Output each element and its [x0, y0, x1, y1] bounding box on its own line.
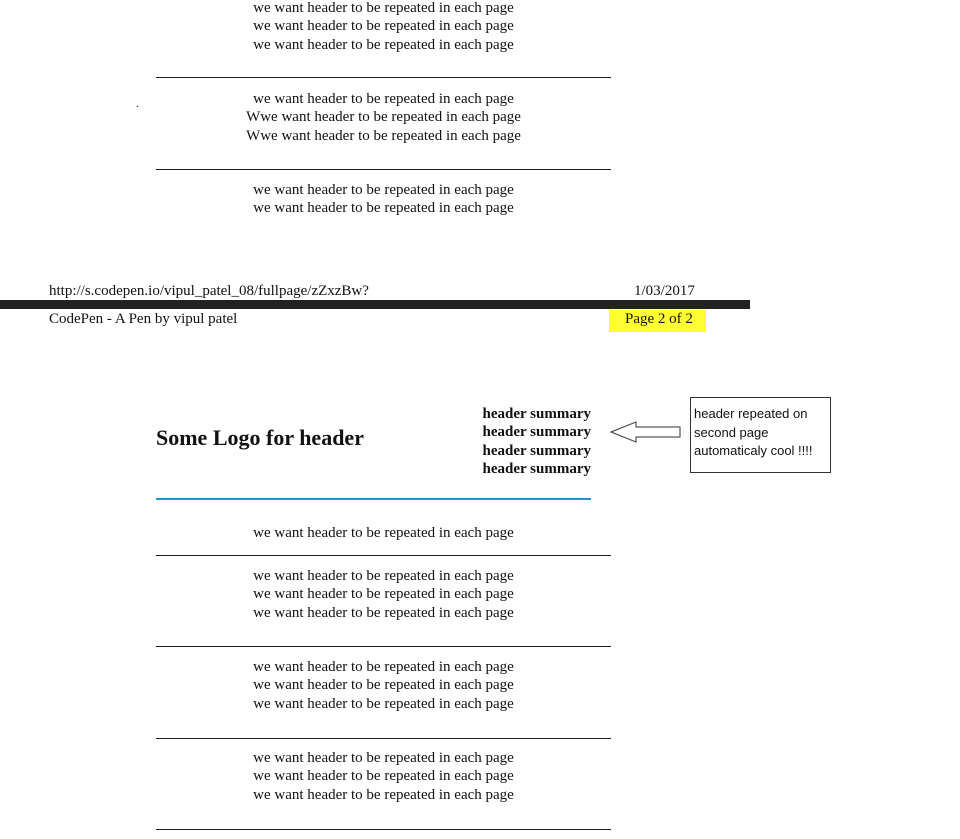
annotation-callout — [690, 397, 831, 473]
callout-line: automaticaly cool !!!! — [694, 443, 813, 458]
row-line: Wwe want header to be repeated in each page — [246, 127, 521, 144]
row-line: we want header to be repeated in each page — [253, 182, 514, 198]
header-logo: Some Logo for header — [156, 425, 364, 450]
row-line: we want header to be repeated in each page — [253, 586, 514, 603]
page2-row-4-text — [156, 749, 611, 804]
footer-date: 1/03/2017 — [634, 283, 695, 299]
row-line: we want header to be repeated in each page — [253, 200, 514, 217]
row-line: we want header to be repeated in each page — [253, 0, 514, 16]
row-line: we want header to be repeated in each page — [253, 786, 514, 803]
row-line: we want header to be repeated in each page — [253, 750, 514, 766]
row-divider — [156, 169, 611, 170]
row-line: we want header to be repeated in each page — [253, 525, 514, 541]
row-line: we want header to be repeated in each page — [253, 568, 514, 584]
stray-mark: . — [136, 96, 139, 110]
footer-title: CodePen - A Pen by vipul patel — [49, 311, 238, 327]
footer-url: http://s.codepen.io/vipul_patel_08/fullpage/zZxzBw? — [49, 283, 369, 299]
page1-row-2-text — [156, 90, 611, 145]
row-line: we want header to be repeated in each page — [253, 604, 514, 621]
row-line: we want header to be repeated in each page — [253, 659, 514, 675]
summary-line: header summary — [482, 424, 591, 441]
row-divider — [156, 646, 611, 647]
callout-line: header repeated on — [694, 406, 808, 421]
header-summary — [420, 405, 591, 478]
row-divider — [156, 738, 611, 739]
row-divider — [156, 77, 611, 78]
page2-row-3-text — [156, 658, 611, 713]
left-arrow-icon — [610, 420, 682, 444]
page1-row-3-text — [156, 181, 611, 218]
callout-line: second page — [694, 424, 769, 440]
page2-row-2-text — [156, 567, 611, 622]
page1-row-1-text — [156, 0, 611, 54]
row-divider — [156, 829, 611, 830]
summary-line: header summary — [482, 442, 591, 459]
row-line: we want header to be repeated in each page — [253, 18, 514, 35]
row-line: we want header to be repeated in each page — [253, 768, 514, 785]
page-break-bar — [0, 300, 750, 309]
row-line: we want header to be repeated in each page — [253, 36, 514, 53]
row-line: we want header to be repeated in each page — [253, 677, 514, 694]
summary-line: header summary — [482, 406, 591, 422]
row-line: Wwe want header to be repeated in each page — [246, 109, 521, 126]
row-line: we want header to be repeated in each page — [253, 91, 514, 107]
summary-line: header summary — [482, 460, 591, 477]
row-line: we want header to be repeated in each page — [253, 695, 514, 712]
row-divider — [156, 555, 611, 556]
page-number: Page 2 of 2 — [625, 311, 693, 327]
header-underline — [156, 498, 591, 500]
page2-row-1-text — [156, 524, 611, 542]
